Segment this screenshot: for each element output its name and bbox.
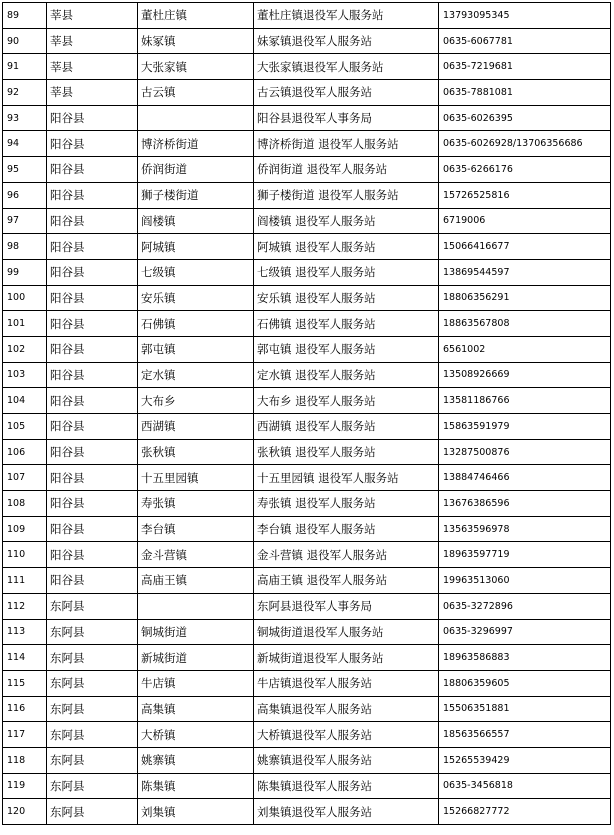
row-number-cell: 110	[3, 542, 47, 568]
station-name-cell: 寿张镇 退役军人服务站	[254, 491, 439, 517]
row-number-cell: 117	[3, 722, 47, 748]
county-cell: 阳谷县	[47, 568, 138, 594]
phone-cell: 15265539429	[439, 747, 611, 773]
row-number-cell: 99	[3, 259, 47, 285]
table-row	[3, 799, 611, 825]
town-cell: 新城街道	[138, 645, 254, 671]
table-row	[3, 3, 611, 29]
county-cell: 阳谷县	[47, 105, 138, 131]
station-name-cell: 妹冢镇退役军人服务站	[254, 28, 439, 54]
row-number-cell: 102	[3, 336, 47, 362]
row-number-cell: 100	[3, 285, 47, 311]
station-name-cell: 狮子楼街道 退役军人服务站	[254, 182, 439, 208]
row-number-cell: 112	[3, 593, 47, 619]
station-name-cell: 石佛镇 退役军人服务站	[254, 311, 439, 337]
town-cell: 七级镇	[138, 259, 254, 285]
town-cell: 寿张镇	[138, 491, 254, 517]
station-name-cell: 十五里园镇 退役军人服务站	[254, 465, 439, 491]
phone-cell: 13869544597	[439, 259, 611, 285]
phone-cell: 18806359605	[439, 670, 611, 696]
row-number-cell: 118	[3, 747, 47, 773]
row-number-cell: 109	[3, 516, 47, 542]
row-number-cell: 105	[3, 414, 47, 440]
phone-cell: 0635-6026928/13706356686	[439, 131, 611, 157]
phone-cell: 13884746466	[439, 465, 611, 491]
station-name-cell: 古云镇退役军人服务站	[254, 80, 439, 106]
table-row	[3, 645, 611, 671]
table-row	[3, 157, 611, 183]
row-number-cell: 119	[3, 773, 47, 799]
town-cell: 李台镇	[138, 516, 254, 542]
row-number-cell: 103	[3, 362, 47, 388]
station-name-cell: 李台镇 退役军人服务站	[254, 516, 439, 542]
phone-cell: 0635-6067781	[439, 28, 611, 54]
station-name-cell: 郭屯镇 退役军人服务站	[254, 336, 439, 362]
row-number-cell: 114	[3, 645, 47, 671]
phone-cell: 0635-7219681	[439, 54, 611, 80]
station-name-cell: 阳谷县退役军人事务局	[254, 105, 439, 131]
county-cell: 阳谷县	[47, 362, 138, 388]
county-cell: 阳谷县	[47, 259, 138, 285]
table-body	[3, 3, 611, 825]
row-number-cell: 89	[3, 3, 47, 29]
county-cell: 阳谷县	[47, 182, 138, 208]
table-row	[3, 28, 611, 54]
phone-cell: 15266827772	[439, 799, 611, 825]
row-number-cell: 90	[3, 28, 47, 54]
county-cell: 东阿县	[47, 799, 138, 825]
station-name-cell: 定水镇 退役军人服务站	[254, 362, 439, 388]
phone-cell: 6719006	[439, 208, 611, 234]
town-cell: 姚寨镇	[138, 747, 254, 773]
table-row	[3, 619, 611, 645]
town-cell: 西湖镇	[138, 414, 254, 440]
phone-cell: 13508926669	[439, 362, 611, 388]
station-name-cell: 铜城街道退役军人服务站	[254, 619, 439, 645]
town-cell: 侨润街道	[138, 157, 254, 183]
county-cell: 东阿县	[47, 722, 138, 748]
phone-cell: 15726525816	[439, 182, 611, 208]
station-name-cell: 博济桥街道 退役军人服务站	[254, 131, 439, 157]
table-row	[3, 516, 611, 542]
row-number-cell: 108	[3, 491, 47, 517]
table-row	[3, 747, 611, 773]
table-row	[3, 593, 611, 619]
county-cell: 阳谷县	[47, 542, 138, 568]
town-cell: 高庙王镇	[138, 568, 254, 594]
station-name-cell: 安乐镇 退役军人服务站	[254, 285, 439, 311]
county-cell: 东阿县	[47, 619, 138, 645]
phone-cell: 0635-6266176	[439, 157, 611, 183]
town-cell	[138, 593, 254, 619]
phone-cell: 18963597719	[439, 542, 611, 568]
phone-cell: 15506351881	[439, 696, 611, 722]
station-name-cell: 董杜庄镇退役军人服务站	[254, 3, 439, 29]
station-name-cell: 大布乡 退役军人服务站	[254, 388, 439, 414]
row-number-cell: 107	[3, 465, 47, 491]
station-name-cell: 金斗营镇 退役军人服务站	[254, 542, 439, 568]
table-row	[3, 285, 611, 311]
phone-cell: 0635-6026395	[439, 105, 611, 131]
phone-cell: 18563566557	[439, 722, 611, 748]
town-cell: 大桥镇	[138, 722, 254, 748]
town-cell: 金斗营镇	[138, 542, 254, 568]
row-number-cell: 101	[3, 311, 47, 337]
county-cell: 东阿县	[47, 696, 138, 722]
table-row	[3, 105, 611, 131]
table-row	[3, 465, 611, 491]
row-number-cell: 98	[3, 234, 47, 260]
station-name-cell: 阎楼镇 退役军人服务站	[254, 208, 439, 234]
table-row	[3, 696, 611, 722]
town-cell: 铜城街道	[138, 619, 254, 645]
row-number-cell: 95	[3, 157, 47, 183]
county-cell: 莘县	[47, 80, 138, 106]
county-cell: 阳谷县	[47, 465, 138, 491]
county-cell: 阳谷县	[47, 311, 138, 337]
town-cell: 刘集镇	[138, 799, 254, 825]
station-name-cell: 张秋镇 退役军人服务站	[254, 439, 439, 465]
table-row	[3, 80, 611, 106]
town-cell: 郭屯镇	[138, 336, 254, 362]
town-cell: 石佛镇	[138, 311, 254, 337]
town-cell: 大张家镇	[138, 54, 254, 80]
table-row	[3, 362, 611, 388]
town-cell: 董杜庄镇	[138, 3, 254, 29]
town-cell: 阿城镇	[138, 234, 254, 260]
county-cell: 阳谷县	[47, 285, 138, 311]
town-cell: 定水镇	[138, 362, 254, 388]
table-row	[3, 311, 611, 337]
town-cell: 狮子楼街道	[138, 182, 254, 208]
phone-cell: 15863591979	[439, 414, 611, 440]
station-name-cell: 高集镇退役军人服务站	[254, 696, 439, 722]
county-cell: 阳谷县	[47, 336, 138, 362]
town-cell: 张秋镇	[138, 439, 254, 465]
row-number-cell: 106	[3, 439, 47, 465]
town-cell: 妹冢镇	[138, 28, 254, 54]
row-number-cell: 93	[3, 105, 47, 131]
phone-cell: 15066416677	[439, 234, 611, 260]
table-row	[3, 208, 611, 234]
station-name-cell: 陈集镇退役军人服务站	[254, 773, 439, 799]
row-number-cell: 104	[3, 388, 47, 414]
county-cell: 阳谷县	[47, 234, 138, 260]
table-row	[3, 491, 611, 517]
station-name-cell: 阿城镇 退役军人服务站	[254, 234, 439, 260]
station-name-cell: 西湖镇 退役军人服务站	[254, 414, 439, 440]
town-cell: 陈集镇	[138, 773, 254, 799]
county-cell: 东阿县	[47, 593, 138, 619]
town-cell: 古云镇	[138, 80, 254, 106]
station-name-cell: 姚寨镇退役军人服务站	[254, 747, 439, 773]
table-row	[3, 234, 611, 260]
town-cell: 安乐镇	[138, 285, 254, 311]
phone-cell: 6561002	[439, 336, 611, 362]
town-cell: 十五里园镇	[138, 465, 254, 491]
town-cell: 高集镇	[138, 696, 254, 722]
station-name-cell: 高庙王镇 退役军人服务站	[254, 568, 439, 594]
row-number-cell: 94	[3, 131, 47, 157]
county-cell: 阳谷县	[47, 157, 138, 183]
row-number-cell: 113	[3, 619, 47, 645]
phone-cell: 0635-7881081	[439, 80, 611, 106]
town-cell: 阎楼镇	[138, 208, 254, 234]
town-cell	[138, 105, 254, 131]
table-row	[3, 54, 611, 80]
town-cell: 牛店镇	[138, 670, 254, 696]
table-row	[3, 259, 611, 285]
phone-cell: 0635-3272896	[439, 593, 611, 619]
phone-cell: 0635-3456818	[439, 773, 611, 799]
table-row	[3, 182, 611, 208]
table-row	[3, 388, 611, 414]
county-cell: 阳谷县	[47, 516, 138, 542]
row-number-cell: 96	[3, 182, 47, 208]
phone-cell: 18806356291	[439, 285, 611, 311]
phone-cell: 18963586883	[439, 645, 611, 671]
station-name-cell: 刘集镇退役军人服务站	[254, 799, 439, 825]
town-cell: 博济桥街道	[138, 131, 254, 157]
county-cell: 莘县	[47, 54, 138, 80]
county-cell: 东阿县	[47, 645, 138, 671]
town-cell: 大布乡	[138, 388, 254, 414]
station-name-cell: 新城街道退役军人服务站	[254, 645, 439, 671]
table-row	[3, 414, 611, 440]
phone-cell: 0635-3296997	[439, 619, 611, 645]
row-number-cell: 115	[3, 670, 47, 696]
county-cell: 阳谷县	[47, 414, 138, 440]
table-row	[3, 542, 611, 568]
table-row	[3, 773, 611, 799]
county-cell: 阳谷县	[47, 208, 138, 234]
phone-cell: 13793095345	[439, 3, 611, 29]
phone-cell: 13676386596	[439, 491, 611, 517]
phone-cell: 18863567808	[439, 311, 611, 337]
station-name-cell: 侨润街道 退役军人服务站	[254, 157, 439, 183]
row-number-cell: 111	[3, 568, 47, 594]
station-name-cell: 牛店镇退役军人服务站	[254, 670, 439, 696]
phone-cell: 19963513060	[439, 568, 611, 594]
county-cell: 阳谷县	[47, 491, 138, 517]
county-cell: 莘县	[47, 3, 138, 29]
station-name-cell: 七级镇 退役军人服务站	[254, 259, 439, 285]
row-number-cell: 120	[3, 799, 47, 825]
table-row	[3, 439, 611, 465]
station-name-cell: 大桥镇退役军人服务站	[254, 722, 439, 748]
table-row	[3, 131, 611, 157]
service-station-table	[2, 2, 611, 825]
county-cell: 东阿县	[47, 747, 138, 773]
row-number-cell: 116	[3, 696, 47, 722]
county-cell: 东阿县	[47, 670, 138, 696]
county-cell: 阳谷县	[47, 131, 138, 157]
table-row	[3, 336, 611, 362]
county-cell: 莘县	[47, 28, 138, 54]
phone-cell: 13287500876	[439, 439, 611, 465]
station-name-cell: 大张家镇退役军人服务站	[254, 54, 439, 80]
row-number-cell: 91	[3, 54, 47, 80]
phone-cell: 13581186766	[439, 388, 611, 414]
county-cell: 阳谷县	[47, 388, 138, 414]
phone-cell: 13563596978	[439, 516, 611, 542]
row-number-cell: 97	[3, 208, 47, 234]
county-cell: 阳谷县	[47, 439, 138, 465]
county-cell: 东阿县	[47, 773, 138, 799]
row-number-cell: 92	[3, 80, 47, 106]
table-row	[3, 670, 611, 696]
table-row	[3, 568, 611, 594]
station-name-cell: 东阿县退役军人事务局	[254, 593, 439, 619]
table-row	[3, 722, 611, 748]
